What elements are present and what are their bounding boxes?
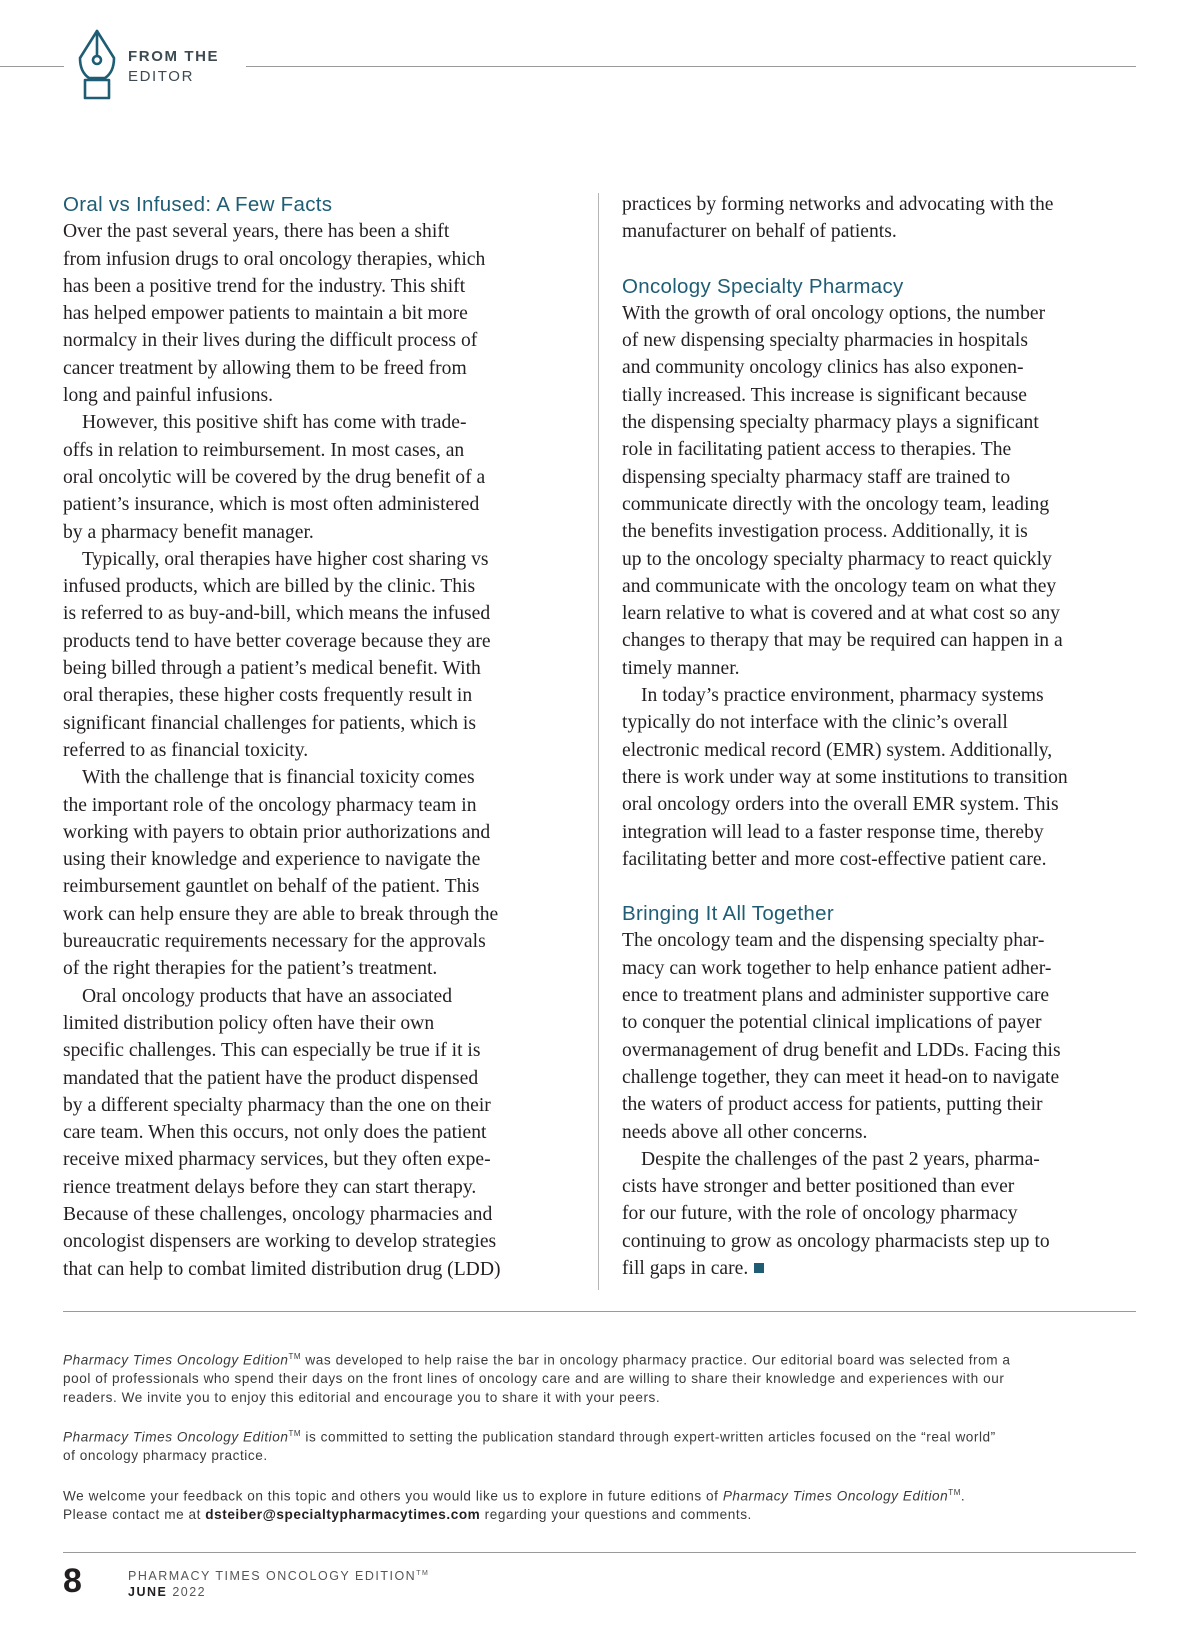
body-text-line: reimbursement gauntlet on behalf of the patient. This xyxy=(63,876,480,898)
body-text-line: infused products, which are billed by the clinic. This xyxy=(63,576,476,598)
body-text-line: the benefits investigation process. Additionally, it is xyxy=(622,521,1028,543)
body-text-line: Oral oncology products that have an associated xyxy=(82,985,452,1007)
body-text-line: long and painful infusions. xyxy=(63,385,274,407)
editorial-note-paragraph-3 xyxy=(63,1484,1143,1525)
body-text-line: With the growth of oral oncology options, the number xyxy=(622,302,1046,324)
editorial-note-paragraph-2 xyxy=(63,1425,1143,1466)
body-text-line: manufacturer on behalf of patients. xyxy=(622,221,897,243)
body-text-line: offs in relation to reimbursement. In most cases, an xyxy=(63,439,465,461)
issue-year: 2022 xyxy=(172,1585,207,1600)
section-heading: Bringing It All Together xyxy=(622,902,834,926)
fountain-pen-nib-icon xyxy=(72,28,122,104)
body-text-line: products tend to have better coverage because they are xyxy=(63,630,491,652)
body-text-line: overmanagement of drug benefit and LDDs. Facing this xyxy=(622,1039,1061,1061)
editorial-note xyxy=(63,1348,1143,1543)
footnote-rule xyxy=(63,1311,1136,1312)
body-text-line: role in facilitating patient access to therapies. The xyxy=(622,439,1012,461)
section-heading: Oral vs Infused: A Few Facts xyxy=(63,193,333,216)
body-text-line: needs above all other concerns. xyxy=(622,1121,868,1143)
body-text-line: limited distribution policy often have their own xyxy=(63,1012,435,1034)
body-text-line: specific challenges. This can especially be true if it is xyxy=(63,1040,481,1062)
body-text-line: work can help ensure they are able to break through the xyxy=(63,903,499,925)
body-text-line: referred to as financial toxicity. xyxy=(63,739,309,761)
body-text-line: challenge together, they can meet it head-on to navigate xyxy=(622,1066,1060,1088)
column-divider xyxy=(598,193,599,1290)
body-text-line: cists have stronger and better positioned than ever xyxy=(622,1176,1015,1198)
body-text-line: up to the oncology specialty pharmacy to react quickly xyxy=(622,548,1052,570)
body-text-line: continuing to grow as oncology pharmacists step up to xyxy=(622,1230,1050,1252)
body-text-line: Because of these challenges, oncology pharmacies and xyxy=(63,1203,493,1225)
body-text-line: oral therapies, these higher costs frequently result in xyxy=(63,685,473,707)
trademark-mark: TM xyxy=(288,1429,302,1439)
note-text: regarding your questions and comments. xyxy=(480,1507,752,1523)
body-text-line: communicate directly with the oncology team, leading xyxy=(622,493,1050,515)
body-text-line: by a different specialty pharmacy than the one on their xyxy=(63,1094,491,1116)
body-text-line: However, this positive shift has come with trade- xyxy=(82,412,467,434)
note-text: pool of professionals who spend their days on the front lines of oncology care and are willing to share their knowledge and experiences with our xyxy=(63,1371,1005,1387)
body-text-line: Typically, oral therapies have higher cost sharing vs xyxy=(82,548,489,570)
body-text-line: receive mixed pharmacy services, but they often expe- xyxy=(63,1149,491,1171)
section-label-line2: EDITOR xyxy=(128,68,194,85)
body-text-line: of new dispensing specialty pharmacies in hospitals xyxy=(622,330,1028,352)
body-text-line: patient’s insurance, which is most often administered xyxy=(63,494,480,516)
page-number: 8 xyxy=(63,1562,82,1600)
trademark-mark: TM xyxy=(948,1488,961,1498)
body-text-line: and community oncology clinics has also exponen- xyxy=(622,357,1024,379)
header-rule-right xyxy=(246,66,1136,67)
section-label xyxy=(128,47,219,87)
body-text-line: the waters of product access for patients, putting their xyxy=(622,1094,1043,1116)
body-text-line: integration will lead to a faster response time, thereby xyxy=(622,821,1044,843)
body-text-line: being billed through a patient’s medical benefit. With xyxy=(63,658,481,680)
trademark-mark: TM xyxy=(416,1570,430,1577)
body-text-line: rience treatment delays before they can start therapy. xyxy=(63,1176,477,1198)
body-text-line: is referred to as buy-and-bill, which means the infused xyxy=(63,603,491,625)
publication-name: PHARMACY TIMES ONCOLOGY EDITION xyxy=(128,1569,417,1584)
publication-title: Pharmacy Times Oncology Edition xyxy=(722,1488,949,1504)
body-text-line: and communicate with the oncology team on what they xyxy=(622,575,1057,597)
body-text-line: has been a positive trend for the industry. This shift xyxy=(63,275,466,297)
body-text-line: by a pharmacy benefit manager. xyxy=(63,521,314,543)
article-column-right xyxy=(622,191,1142,1282)
body-text-line: changes to therapy that may be required can happen in a xyxy=(622,630,1063,652)
body-text-line: Over the past several years, there has been a shift xyxy=(63,221,450,243)
publication-info xyxy=(128,1566,429,1600)
body-text-line: practices by forming networks and advocating with the xyxy=(622,194,1054,215)
body-text-line: using their knowledge and experience to navigate the xyxy=(63,849,481,871)
body-text-line: significant financial challenges for patients, which is xyxy=(63,712,476,734)
note-text: We welcome your feedback on this topic and others you would like us to explore in future editions of xyxy=(63,1488,723,1504)
body-text-line: the dispensing specialty pharmacy plays a significant xyxy=(622,412,1039,434)
note-text: was developed to help raise the bar in oncology pharmacy practice. Our editorial board was selected from a xyxy=(301,1352,1011,1368)
body-text-line: facilitating better and more cost-effective patient care. xyxy=(622,848,1047,870)
body-text-line: dispensing specialty pharmacy staff are trained to xyxy=(622,466,1011,488)
body-text-line: oral oncolytic will be covered by the drug benefit of a xyxy=(63,466,486,488)
contact-email-link[interactable]: dsteiber@specialtypharmacytimes.com xyxy=(205,1507,481,1523)
body-text-line: electronic medical record (EMR) system. Additionally, xyxy=(622,739,1053,761)
body-text-line: Despite the challenges of the past 2 years, pharma- xyxy=(641,1148,1040,1170)
note-text: . xyxy=(960,1488,966,1504)
body-text-line: there is work under way at some institutions to transition xyxy=(622,766,1068,788)
article-column-left xyxy=(63,191,583,1283)
publication-title: Pharmacy Times Oncology Edition xyxy=(63,1352,289,1368)
body-text-line: from infusion drugs to oral oncology therapies, which xyxy=(63,248,486,270)
body-text-line: bureaucratic requirements necessary for the approvals xyxy=(63,931,486,953)
body-text-line: the important role of the oncology pharmacy team in xyxy=(63,794,477,816)
note-text: of oncology pharmacy practice. xyxy=(63,1448,268,1464)
body-text-line: has helped empower patients to maintain a bit more xyxy=(63,303,468,325)
header-rule-left xyxy=(0,66,64,67)
body-text-line: typically do not interface with the clinic’s overall xyxy=(622,712,1008,734)
trademark-mark: TM xyxy=(288,1352,302,1361)
body-text-line: cancer treatment by allowing them to be freed from xyxy=(63,357,467,379)
issue-month: JUNE xyxy=(128,1585,168,1600)
body-text-line: care team. When this occurs, not only does the patient xyxy=(63,1122,487,1144)
body-text-line: oncologist dispensers are working to develop strategies xyxy=(63,1231,497,1253)
body-text-line: macy can work together to help enhance patient adher- xyxy=(622,957,1052,979)
body-text-line: for our future, with the role of oncology pharmacy xyxy=(622,1203,1018,1225)
body-text-line: that can help to combat limited distribution drug (LDD) xyxy=(63,1258,501,1280)
body-text-line: normalcy in their lives during the difficult process of xyxy=(63,330,478,352)
body-text-line: mandated that the patient have the product dispensed xyxy=(63,1067,479,1089)
note-text: Please contact me at xyxy=(63,1507,206,1523)
body-text-line: In today’s practice environment, pharmacy systems xyxy=(641,685,1044,707)
body-text-line: timely manner. xyxy=(622,657,740,679)
body-text-line: The oncology team and the dispensing specialty phar- xyxy=(622,930,1045,952)
section-label-line1: FROM THE xyxy=(128,48,220,65)
body-text-line: to conquer the potential clinical implications of payer xyxy=(622,1012,1042,1034)
section-heading: Oncology Specialty Pharmacy xyxy=(622,274,904,298)
body-text-line: fill gaps in care. xyxy=(622,1255,1142,1282)
body-text-line: With the challenge that is financial toxicity comes xyxy=(82,767,475,789)
editorial-note-paragraph-1 xyxy=(63,1348,1143,1407)
body-text-line: tially increased. This increase is significant because xyxy=(622,384,1027,406)
body-text-line: learn relative to what is covered and at what cost so any xyxy=(622,603,1060,625)
page-footer-rule xyxy=(63,1552,1136,1553)
body-text-line: working with payers to obtain prior authorizations and xyxy=(63,821,491,843)
end-of-article-square-icon xyxy=(754,1263,764,1273)
body-text-line: oral oncology orders into the overall EMR system. This xyxy=(622,794,1059,816)
body-text-line: of the right therapies for the patient’s treatment. xyxy=(63,958,438,980)
publication-title: Pharmacy Times Oncology Edition xyxy=(63,1429,289,1445)
body-text-line: ence to treatment plans and administer supportive care xyxy=(622,985,1050,1007)
note-text: readers. We invite you to enjoy this editorial and encourage you to share it with your peers. xyxy=(63,1389,661,1405)
note-text: is committed to setting the publication standard through expert-written articles focused on the “real world” xyxy=(301,1429,996,1445)
